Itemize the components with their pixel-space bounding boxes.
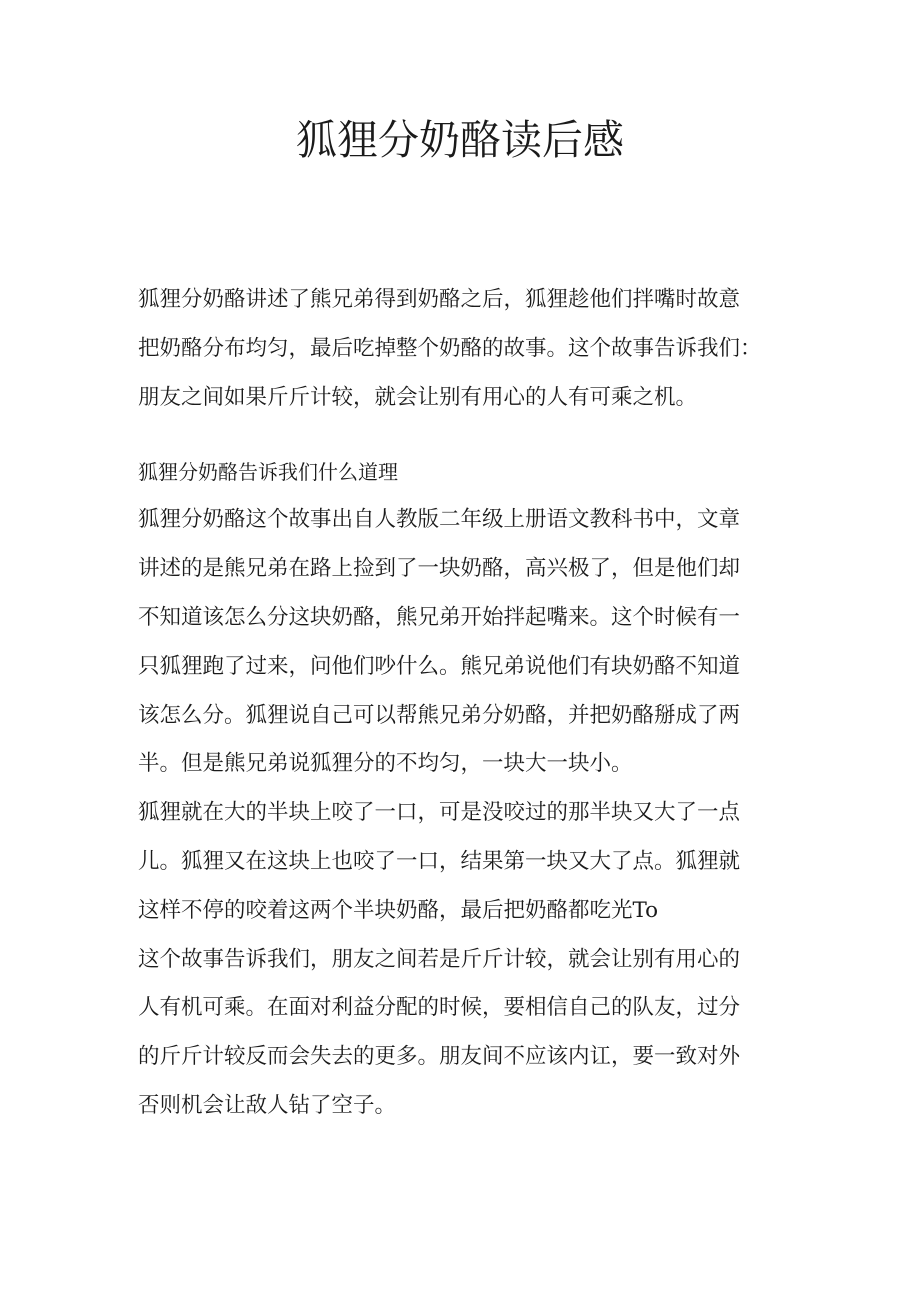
text-line: 这样不停的咬着这两个半块奶酪，最后把奶酪都吃光To [138,897,659,923]
moral-paragraph [138,936,786,1131]
text-line: 讲述的是熊兄弟在路上捡到了一块奶酪，高兴极了，但是他们却 [138,556,741,582]
story-paragraph [138,496,786,789]
text-line: 儿。狐狸又在这块上也咬了一口，结果第一块又大了点。狐狸就 [138,848,741,874]
text-line: 把奶酪分布均匀，最后吃掉整个奶酪的故事。这个故事告诉我们： [138,335,762,361]
text-line: 该怎么分。狐狸说自己可以帮熊兄弟分奶酪，并把奶酪掰成了两 [138,702,741,728]
text-line: 半。但是熊兄弟说狐狸分的不均匀，一块大一块小。 [138,751,633,777]
text-line: 的斤斤计较反而会失去的更多。朋友间不应该内讧，要一致对外 [138,1044,741,1070]
text-line: 狐狸分奶酪讲述了熊兄弟得到奶酪之后，狐狸趁他们拌嘴时故意 [138,287,741,312]
text-line: 狐狸分奶酪这个故事出自人教版二年级上册语文教科书中，文章 [138,507,741,533]
text-line: 否则机会让敌人钻了空子。 [138,1092,397,1118]
text-line: 这个故事告诉我们，朋友之间若是斤斤计较，就会让别有用心的 [138,946,741,972]
text-line: 狐狸分奶酪告诉我们什么道理 [138,460,398,485]
text-line: 狐狸就在大的半块上咬了一口，可是没咬过的那半块又大了一点 [138,800,741,826]
story-continued-paragraph [138,789,786,935]
document-title: 狐狸分奶酪读后感 [296,116,624,164]
text-line: 朋友之间如果斤斤计较，就会让别有用心的人有可乘之机。 [138,384,698,410]
intro-paragraph [138,276,786,422]
text-line: 人有机可乘。在面对利益分配的时候，要相信自己的队友，过分 [138,995,741,1021]
text-line: 只狐狸跑了过来，问他们吵什么。熊兄弟说他们有块奶酪不知道 [138,653,741,679]
document-body [138,276,786,1131]
section-heading [138,448,786,496]
text-line: 不知道该怎么分这块奶酪，熊兄弟开始拌起嘴来。这个时候有一 [138,604,741,630]
